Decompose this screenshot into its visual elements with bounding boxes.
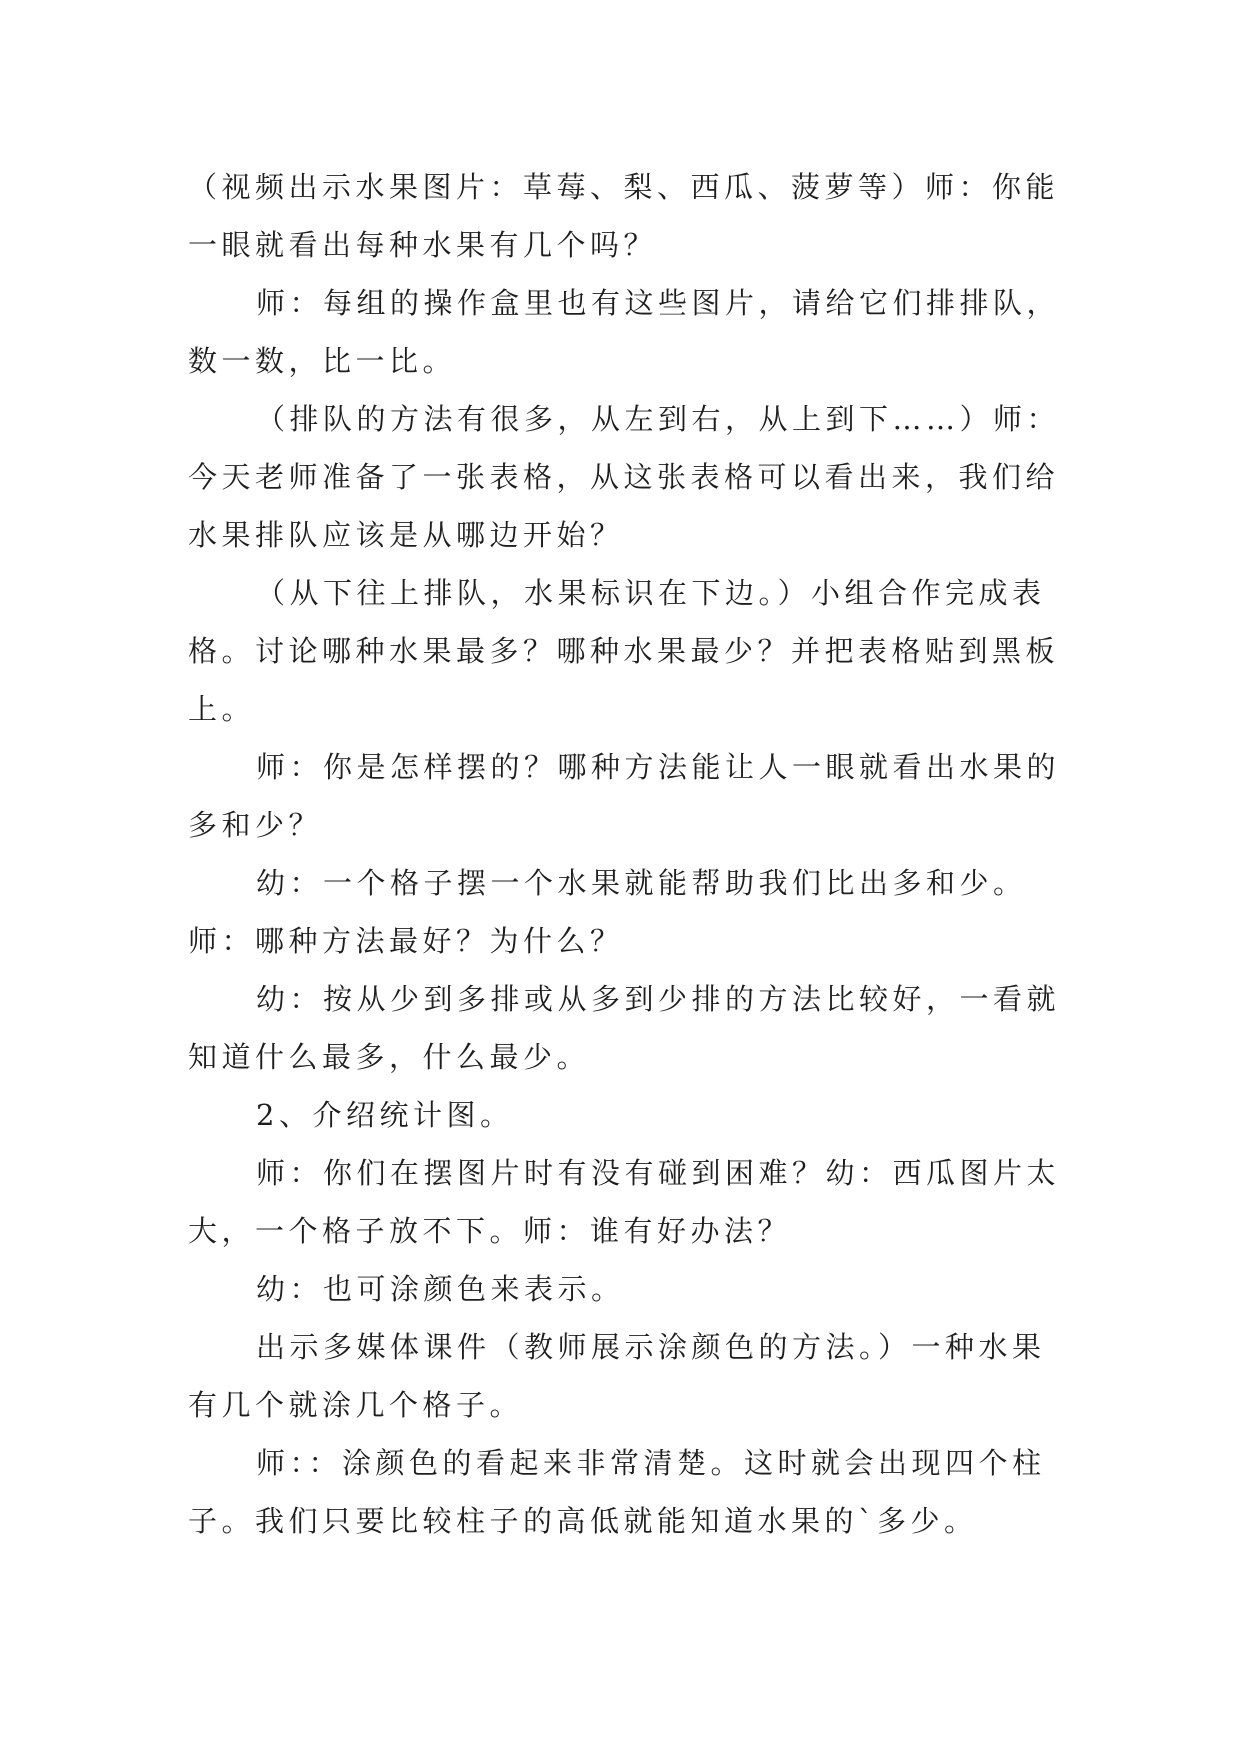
paragraph-5: 师：你是怎样摆的？哪种方法能让人一眼就看出水果的多和少？ xyxy=(188,750,1061,842)
paragraph-7: 幼：按从少到多排或从多到少排的方法比较好，一看就知道什么最多，什么最少。 xyxy=(188,982,1061,1074)
paragraph-8: 2、介绍统计图。 xyxy=(256,1098,514,1132)
paragraph-3: （排队的方法有很多，从左到右，从上到下……）师：今天老师准备了一张表格，从这张表格可以看出来，我们给水果排队应该是从哪边开始？ xyxy=(188,402,1061,552)
paragraph-9: 师：你们在摆图片时有没有碰到困难？幼：西瓜图片太大，一个格子放不下。师：谁有好办法？ xyxy=(188,1156,1061,1248)
paragraph-10: 幼：也可涂颜色来表示。 xyxy=(256,1272,625,1306)
paragraph-6: 幼：一个格子摆一个水果就能帮助我们比出多和少。师：哪种方法最好？为什么？ xyxy=(188,866,1027,958)
document-body xyxy=(188,158,1060,1550)
paragraph-12: 师：：涂颜色的看起来非常清楚。这时就会出现四个柱子。我们只要比较柱子的高低就能知道水果的`多少。 xyxy=(188,1446,1046,1538)
paragraph-2: 师：每组的操作盒里也有这些图片，请给它们排排队，数一数，比一比。 xyxy=(188,286,1061,378)
paragraph-1: （视频出示水果图片：草莓、梨、西瓜、菠萝等）师：你能一眼就看出每种水果有几个吗？ xyxy=(188,170,1060,262)
paragraph-4: （从下往上排队，水果标识在下边。）小组合作完成表格。讨论哪种水果最多？哪种水果最少？并把表格贴到黑板上。 xyxy=(188,576,1060,726)
paragraph-11: 出示多媒体课件（教师展示涂颜色的方法。）一种水果有几个就涂几个格子。 xyxy=(188,1330,1046,1422)
